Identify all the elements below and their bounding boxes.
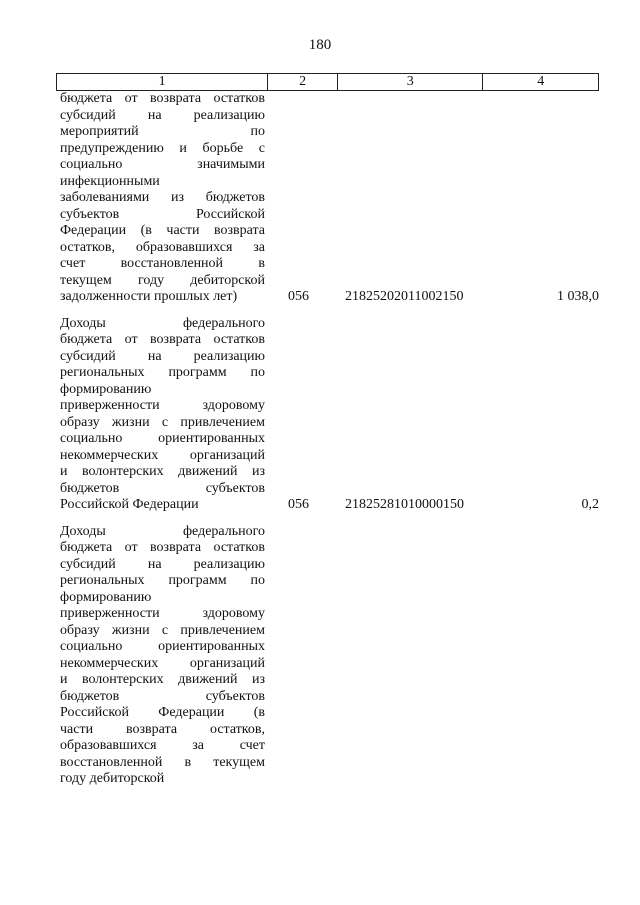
table-header-col-4: 4 [537,74,545,89]
page-number: 180 [308,37,332,53]
description-line: бюджета от возврата остатков [60,91,265,106]
description-line: счет восстановленной в [60,256,265,271]
description-line: и волонтерских движений из [60,464,265,479]
description-line: формированию [60,381,152,397]
description-line: субъектов Российской [60,206,265,222]
description-line: субсидий на реализацию [60,556,265,572]
description-line: мероприятий по [60,124,265,139]
description-line: бюджетов субъектов [60,688,265,704]
description-line: социально значимыми [60,157,265,172]
row-description [56,316,265,514]
row-amount: 0,2 [581,497,599,512]
table-row [56,524,599,788]
table-header-col-3: 3 [338,74,483,90]
description-line: бюджетов субъектов [60,480,265,496]
description-line: социально ориентированных [60,639,265,654]
row-amount: 1 038,0 [557,289,599,304]
table-header-row [56,73,599,91]
description-line: приверженности здоровому [60,398,265,413]
description-line: социально ориентированных [60,431,265,446]
description-line: некоммерческих организаций [60,655,265,671]
description-line: образу жизни с привлечением [60,414,265,430]
description-line: Федерации (в части возврата [60,223,265,238]
description-line: бюджета от возврата остатков [60,540,265,555]
description-line: инфекционными [60,173,160,189]
description-line: субсидий на реализацию [60,348,265,364]
description-line: предупреждению и борьбе с [60,140,265,156]
description-line: приверженности здоровому [60,606,265,621]
description-line: текущем году дебиторской [60,272,265,288]
row-budget-code: 21825202011002150 [345,289,464,304]
description-line: формированию [60,589,152,605]
table-header-col-1: 1 [57,74,268,90]
table-header-col-2: 2 [268,74,338,90]
description-line: региональных программ по [60,365,265,380]
description-line: Доходы федерального [60,315,265,331]
description-line: и волонтерских движений из [60,672,265,687]
row-description [56,524,265,788]
description-line: региональных программ по [60,573,265,588]
row-admin-code: 056 [288,497,309,512]
description-line: образовавшихся за счет [60,738,265,753]
description-line: субсидий на реализацию [60,107,265,123]
description-line: остатков, образовавшихся за [60,239,265,255]
row-description [56,91,265,306]
description-line: части возврата остатков, [60,721,265,737]
description-line: задолженности прошлых лет) [60,289,238,304]
description-line: некоммерческих организаций [60,447,265,463]
row-admin-code: 056 [288,289,309,304]
description-line: заболеваниями из бюджетов [60,190,265,205]
description-line: восстановленной в текущем [60,754,265,770]
table-row [56,316,599,514]
table-body [56,91,599,788]
description-line: году дебиторской [60,771,165,786]
description-line: Доходы федерального [60,523,265,539]
description-line: Российской Федерации (в [60,705,265,720]
row-budget-code: 21825281010000150 [345,497,464,512]
table-row [56,91,599,306]
description-line: бюджета от возврата остатков [60,332,265,347]
description-line: образу жизни с привлечением [60,622,265,638]
description-line: Российской Федерации [60,497,199,512]
